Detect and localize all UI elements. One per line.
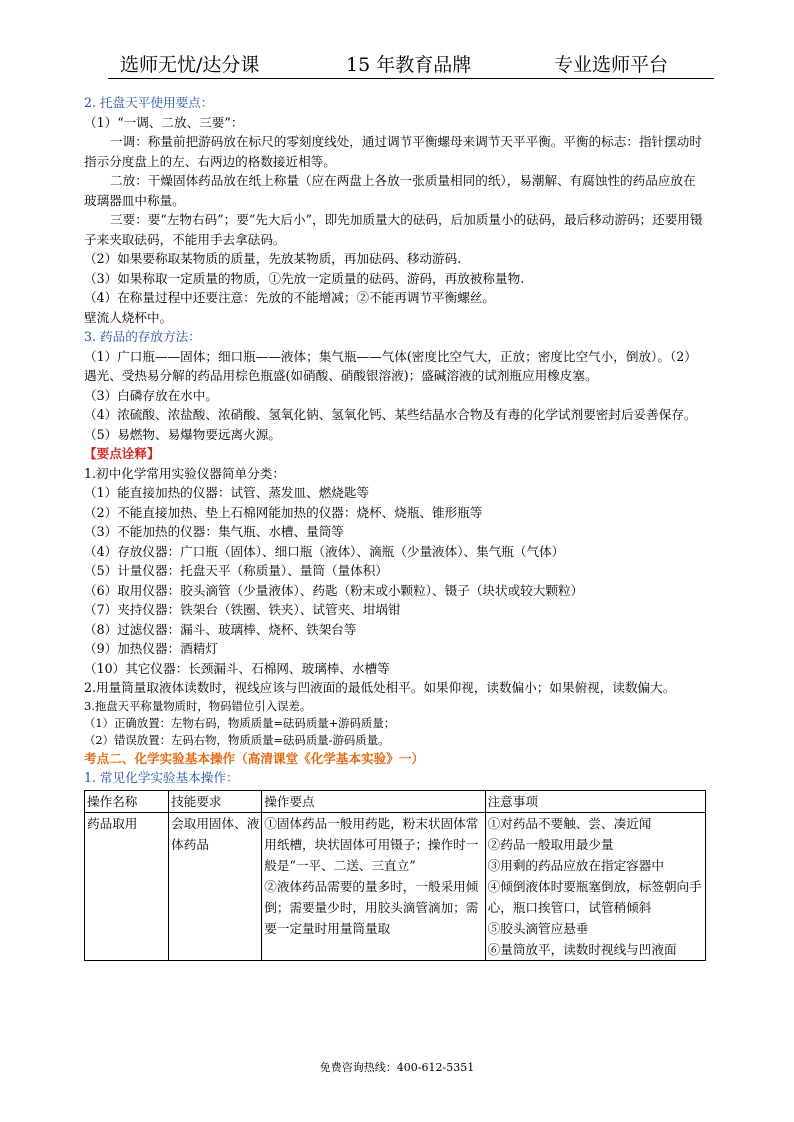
balance-line: （3）如果称取一定质量的物质，①先放一定质量的砝码、游码，再放被称量物. [84,270,525,286]
storage-line: （1）广口瓶——固体；细口瓶——液体；集气瓶——气体(密度比空气大，正放；密度比空气小，倒放）。（2）遇光、受热易分解的药品用棕色瓶盛(如硝酸、硝酸银溶液)；盛碱溶液的试剂瓶应用橡皮塞。 [84,348,697,383]
note-item: ②药品一般取用最少量 [487,836,614,852]
header-brand: 选师无忧/达分课 [120,54,260,76]
table-header-row [85,790,706,812]
key-point-line: （6）取用仪器：胶头滴管（少量液体）、药匙（粉末或小颗粒）、镊子（块状或较大颗粒） [84,582,584,598]
key-point-line: 1.初中化学常用实验仪器简单分类： [84,465,285,481]
section-storage-title: 3. 药品的存放方法： [84,329,201,344]
storage-line: （4）浓硫酸、浓盐酸、浓硝酸、氢氧化钠、氢氧化钙、某些结晶水合物及有毒的化学试剂要密封后妥善保存。 [84,407,697,422]
table-cell-points [262,812,485,960]
table-cell-skill: 会取用固体、液体药品 [169,812,262,960]
operations-table [84,790,706,961]
table-header-cell: 注意事项 [485,790,705,812]
table-cell-notes [485,812,705,960]
page-header [108,48,714,79]
table-header-cell: 技能要求 [169,790,262,812]
key-point-line: （9）加热仪器：酒精灯 [84,641,218,656]
section-two-title: 考点二、化学实验基本操作（高清课堂《化学基本实验》一） [84,750,425,766]
balance-line: 三要：要“左物右码”；要“先大后小”，即先加质量大的砝码，后加质量小的砝码，最后移动游码；还要用镊子来夹取砝码，不能用手去拿砝码。 [84,212,703,247]
key-point-line: 2.用量筒量取液体读数时，视线应该与凹液面的最低处相平。如果仰视，读数偏小；如果俯视，读数偏大。 [84,680,676,695]
table-cell-name: 药品取用 [85,812,169,960]
balance-line: （4）在称量过程中还要注意：先放的不能增减；②不能再调节平衡螺丝。 [84,290,496,305]
balance-line: 一调：称量前把游码放在标尺的零刻度线处，通过调节平衡螺母来调节天平平衡。平衡的标志：指针摆动时指示分度盘上的左、右两边的格数接近相等。 [84,134,702,169]
point-item: ①固体药品一般用药匙，粉末状固体常用纸槽，块状固体可用镊子；操作时一般是“一平、二送、三直立” [264,815,479,873]
key-point-small-line: 3.拖盘天平称量物质时，物码错位引入误差。 [84,698,312,713]
header-slogan: 15 年教育品牌 [346,54,472,76]
key-point-line: （5）计量仪器：托盘天平（称质量）、量筒（量体积） [84,563,388,578]
key-point-small-line: （1）正确放置：左物右码，物质质量=砝码质量+游码质量； [84,715,396,730]
table-header-cell: 操作名称 [85,790,169,812]
key-point-line: （4）存放仪器：广口瓶（固体）、细口瓶（液体）、滴瓶（少量液体）、集气瓶（气体） [84,543,565,559]
note-item: ③用剩的药品应放在指定容器中 [487,857,664,873]
balance-line: （1）“一调、二放、三要”： [84,114,244,130]
document-body [84,93,706,961]
key-point-line: （10）其它仪器：长颈漏斗、石棉网、玻璃棒、水槽等 [84,660,390,676]
key-point-small-line: （2）错误放置：左码右物，物质质量=砝码质量-游码质量。 [84,732,390,747]
table-row [85,812,706,960]
key-point-line: （8）过滤仪器：漏斗、玻璃棒、烧杯、铁架台等 [84,621,357,637]
note-item: ⑥量筒放平，读数时视线与凹液面 [487,941,677,957]
note-item: ⑤胶头滴管应悬垂 [487,920,589,936]
key-point-line: （3）不能加热的仪器：集气瓶、水槽、量筒等 [84,524,344,539]
footer-hotline: 免费咨询热线：400-612-5351 [319,1061,475,1074]
note-item: ①对药品不要触、尝、凑近闻 [487,815,652,831]
section-two-subtitle: 1. 常见化学实验基本操作： [84,770,239,785]
table-header-cell: 操作要点 [262,790,485,812]
balance-line: （2）如果要称取某物质的质量，先放某物质，再加砝码、移动游码. [84,251,462,266]
balance-line: 二放：干燥固体药品放在纸上称量（应在两盘上各放一张质量相同的纸），易潮解、有腐蚀性的药品应放在玻璃器皿中称量。 [84,173,696,208]
key-point-line: （2）不能直接加热、垫上石棉网能加热的仪器：烧杯、烧瓶、锥形瓶等 [84,504,483,520]
key-points-title: 【要点诠释】 [84,446,160,461]
header-platform: 专业选师平台 [554,54,669,76]
point-item: ②液体药品需要的量多时，一般采用倾倒；需要量少时，用胶头滴管滴加；需要一定量时用量筒量取 [264,878,479,936]
key-point-line: （1）能直接加热的仪器：试管、蒸发皿、燃烧匙等 [84,485,370,500]
section-balance-title: 2. 托盘天平使用要点： [84,95,214,110]
key-point-line: （7）夹持仪器：铁架台（铁圈、铁夹）、试管夹、坩埚钳 [84,602,401,617]
storage-line: （3）白磷存放在水中。 [84,387,218,403]
note-item: ④倾倒液体时要瓶塞倒放，标签朝向手心，瓶口挨管口，试管稍倾斜 [487,878,702,915]
balance-line: 壁流人烧杯中。 [84,309,173,325]
storage-line: （5）易燃物、易爆物要远离火源。 [84,426,281,442]
